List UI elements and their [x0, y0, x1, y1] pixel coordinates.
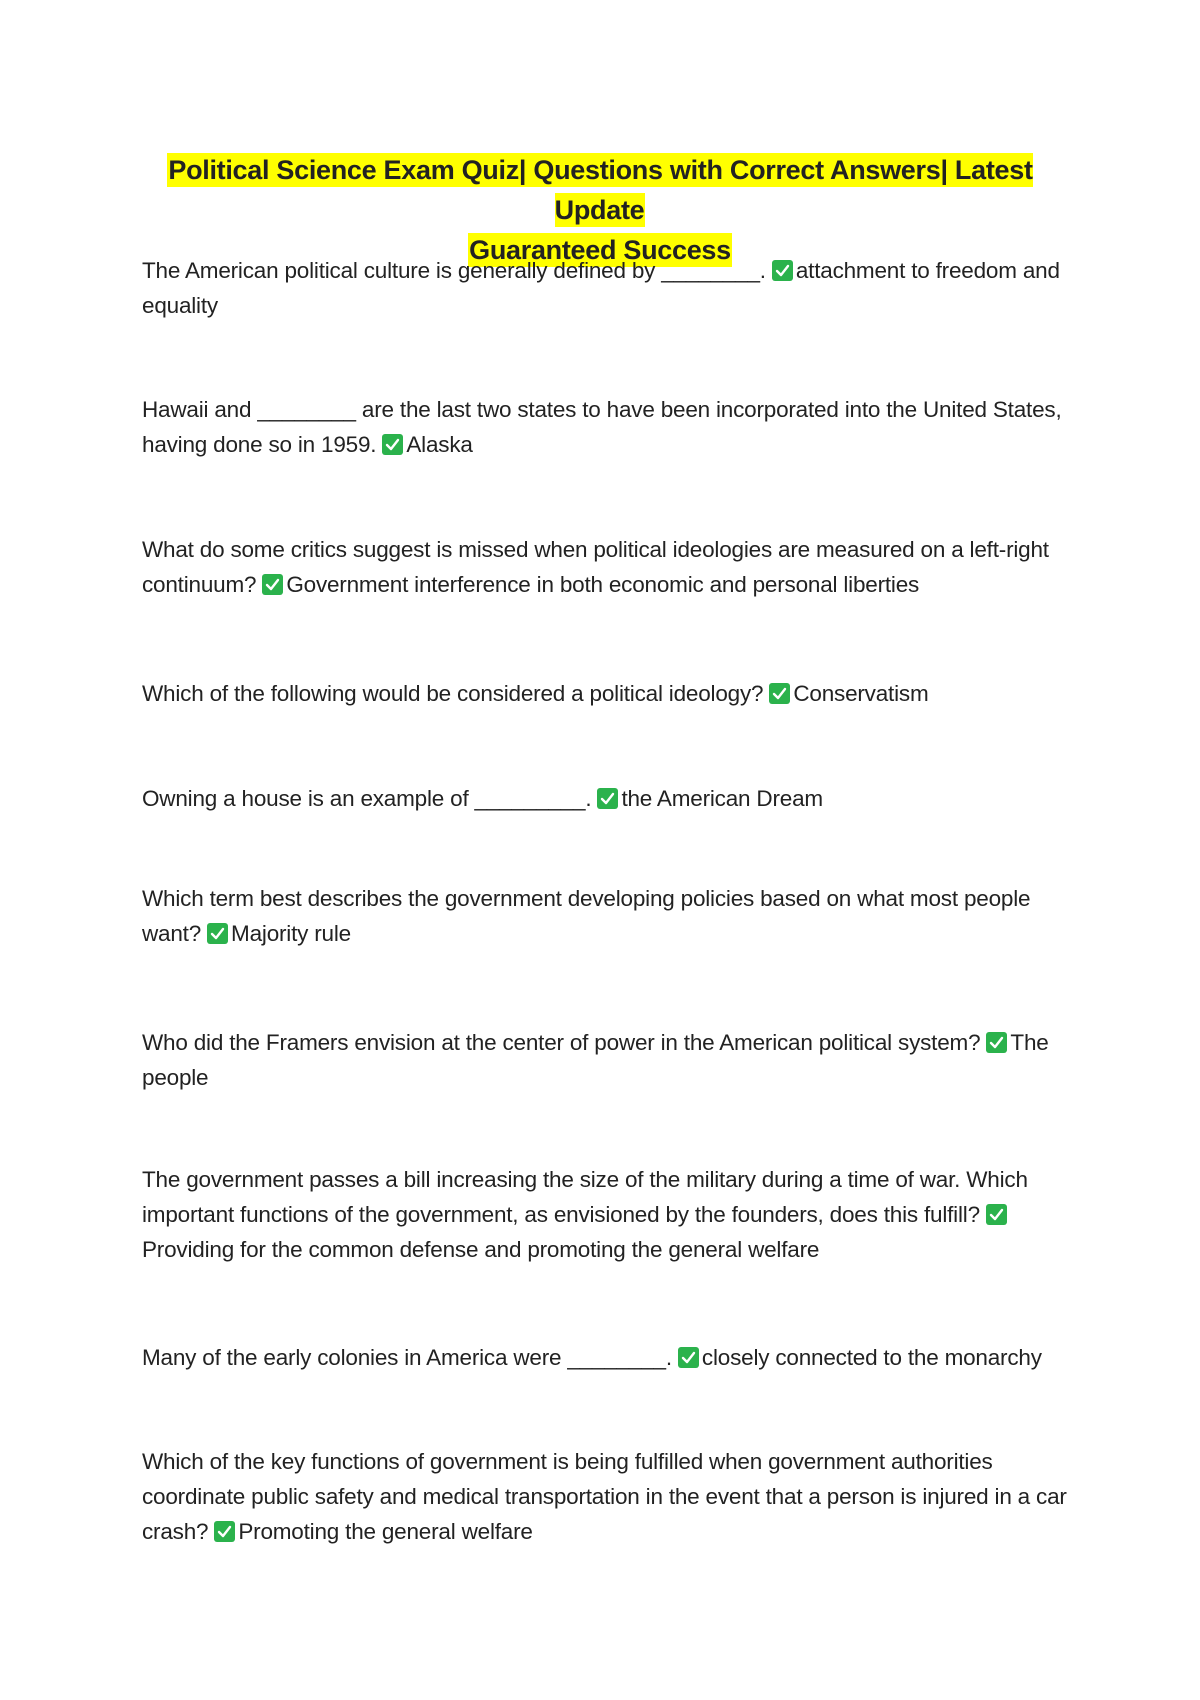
question-text: Which of the key functions of government is being fulfilled when government authorities coordinate public safety and medical transportation in the event that a person is injured in a car crash? [142, 1449, 1067, 1544]
checkmark-icon [772, 260, 793, 281]
answer-text: Alaska [406, 432, 473, 457]
question-text: Which of the following would be considered a political ideology? [142, 681, 764, 706]
qa-item-1 [142, 253, 1072, 323]
question-text: Owning a house is an example of _________. [142, 786, 592, 811]
checkmark-icon [769, 683, 790, 704]
qa-item-3 [142, 532, 1072, 602]
answer-text: Government interference in both economic and personal liberties [286, 572, 920, 597]
question-text: Many of the early colonies in America were ________. [142, 1345, 672, 1370]
answer-text: The people [142, 1030, 1049, 1090]
answer-text: the American Dream [621, 786, 823, 811]
qa-item-10 [142, 1444, 1072, 1549]
checkmark-icon [262, 574, 283, 595]
checkmark-icon [597, 788, 618, 809]
answer-text: Promoting the general welfare [238, 1519, 533, 1544]
answer-text: Conservatism [793, 681, 929, 706]
qa-item-2 [142, 392, 1072, 462]
qa-item-5 [142, 781, 1072, 816]
document-title [140, 150, 1060, 270]
answer-text: closely connected to the monarchy [701, 1345, 1042, 1370]
qa-item-7 [142, 1025, 1072, 1095]
checkmark-icon [986, 1204, 1007, 1225]
question-text: Hawaii and ________ are the last two states to have been incorporated into the United States, having done so in 1959. [142, 397, 1062, 457]
checkmark-icon [986, 1032, 1007, 1053]
checkmark-icon [214, 1521, 235, 1542]
answer-text: Majority rule [231, 921, 351, 946]
qa-item-9 [142, 1340, 1072, 1375]
question-text: The American political culture is generally defined by ________. [142, 258, 766, 283]
question-text: The government passes a bill increasing the size of the military during a time of war. Which important functions of the government, as envisioned by the founders, does this fulfill? [142, 1167, 1028, 1227]
answer-text: Providing for the common defense and promoting the general welfare [142, 1237, 820, 1262]
question-text: Which term best describes the government developing policies based on what most people want? [142, 886, 1031, 946]
title-line-2: Guaranteed Success [469, 235, 731, 265]
checkmark-icon [382, 434, 403, 455]
qa-item-6 [142, 881, 1072, 951]
qa-item-4 [142, 676, 1072, 711]
title-line-1: Political Science Exam Quiz| Questions with Correct Answers| Latest Update [168, 155, 1033, 225]
answer-text: attachment to freedom and equality [142, 258, 1060, 318]
question-text: What do some critics suggest is missed when political ideologies are measured on a left-right continuum? [142, 537, 1049, 597]
question-text: Who did the Framers envision at the center of power in the American political system? [142, 1030, 981, 1055]
checkmark-icon [207, 923, 228, 944]
qa-item-8 [142, 1162, 1072, 1267]
checkmark-icon [678, 1347, 699, 1368]
